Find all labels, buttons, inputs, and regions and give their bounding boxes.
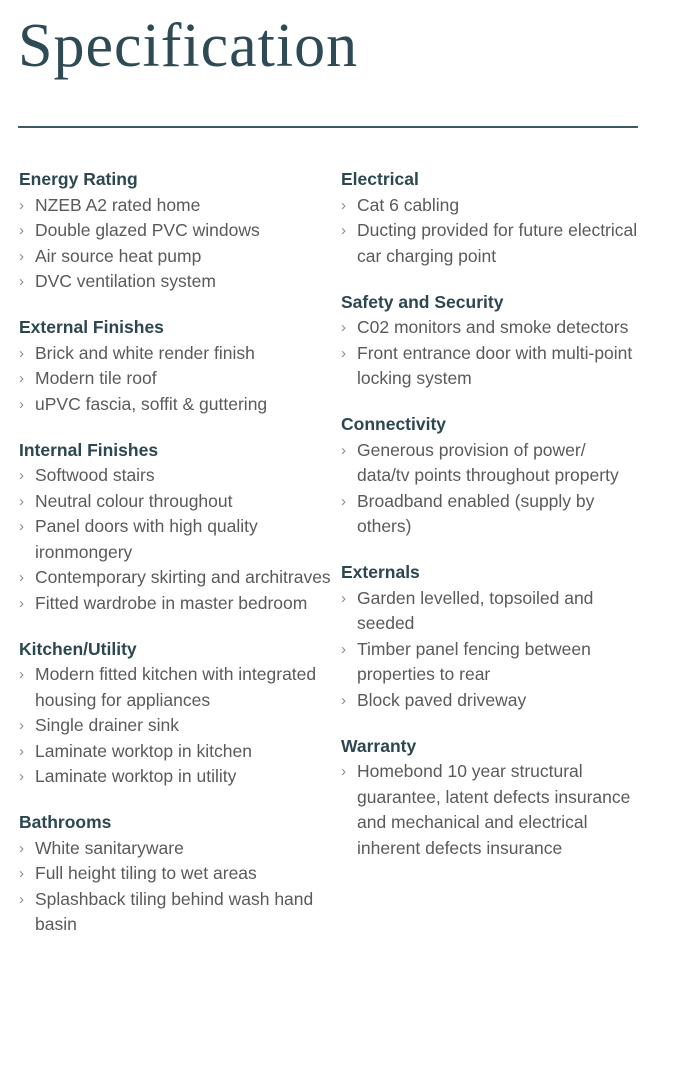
spec-item xyxy=(19,739,334,765)
spec-item-text: Single drainer sink xyxy=(35,715,179,735)
spec-item xyxy=(19,218,334,244)
spec-item xyxy=(19,764,334,790)
section-warranty xyxy=(341,734,641,862)
chevron-right-icon: › xyxy=(19,768,24,785)
spec-item xyxy=(19,489,334,515)
spec-item xyxy=(19,713,334,739)
chevron-right-icon: › xyxy=(19,839,24,857)
spec-list xyxy=(19,341,334,418)
spec-item-text: White sanitaryware xyxy=(35,837,184,858)
chevron-right-icon: › xyxy=(19,395,24,413)
spec-item-text: Air source heat pump xyxy=(35,245,202,266)
spec-item xyxy=(19,366,334,392)
spec-item xyxy=(341,193,641,219)
spec-item-text: Modern fitted kitchen with integrated housing for appliances xyxy=(35,664,317,710)
chevron-right-icon: › xyxy=(341,222,346,239)
section-heading: Energy Rating xyxy=(19,169,138,189)
spec-item-text: Block paved driveway xyxy=(357,689,527,710)
page-title: Specification xyxy=(18,12,359,80)
spec-list xyxy=(341,315,641,392)
chevron-right-icon: › xyxy=(19,196,24,214)
chevron-right-icon: › xyxy=(341,196,346,214)
spec-list xyxy=(19,193,334,295)
spec-item-text: Full height tiling to wet areas xyxy=(35,863,257,883)
section-heading: Warranty xyxy=(341,735,417,756)
spec-item-text: Double glazed PVC windows xyxy=(35,220,260,240)
spec-item-text: Timber panel fencing between properties to rear xyxy=(357,638,591,684)
spec-list xyxy=(19,463,334,616)
chevron-right-icon: › xyxy=(341,319,346,336)
section-safety-and-security xyxy=(341,290,641,392)
spec-item xyxy=(341,218,641,269)
section-electrical xyxy=(341,167,641,269)
spec-item xyxy=(19,193,334,219)
spec-item xyxy=(341,688,641,714)
spec-item xyxy=(341,341,641,392)
chevron-right-icon: › xyxy=(19,467,24,484)
spec-item-text: Laminate worktop in utility xyxy=(35,766,237,786)
chevron-right-icon: › xyxy=(19,742,24,760)
spec-item-text: Laminate worktop in kitchen xyxy=(35,740,252,761)
section-heading: Kitchen/Utility xyxy=(19,638,137,659)
spec-item-text: Splashback tiling behind wash hand basin xyxy=(35,888,314,934)
section-heading: External Finishes xyxy=(19,317,164,337)
spec-item xyxy=(341,315,641,341)
spec-list xyxy=(19,662,334,790)
section-heading: Electrical xyxy=(341,169,419,189)
chevron-right-icon: › xyxy=(19,370,24,387)
chevron-right-icon: › xyxy=(19,247,24,265)
spec-item xyxy=(341,586,641,637)
spec-item xyxy=(341,489,641,540)
spec-item xyxy=(19,861,334,887)
section-kitchen-utility xyxy=(19,637,334,790)
spec-list xyxy=(341,438,641,540)
spec-item xyxy=(19,836,334,862)
section-heading: Safety and Security xyxy=(341,291,504,312)
spec-list xyxy=(341,586,641,714)
spec-item-text: Neutral colour throughout xyxy=(35,490,233,511)
spec-item xyxy=(19,463,334,489)
spec-item xyxy=(19,244,334,270)
chevron-right-icon: › xyxy=(19,666,24,683)
spec-item-text: Broadband enabled (supply by others) xyxy=(357,490,595,536)
spec-list xyxy=(341,193,641,270)
section-heading: Connectivity xyxy=(341,414,447,434)
section-bathrooms xyxy=(19,810,334,938)
spec-list xyxy=(341,759,641,861)
spec-item-text: Cat 6 cabling xyxy=(357,194,460,215)
section-heading: Externals xyxy=(341,562,420,582)
spec-item xyxy=(341,637,641,688)
section-heading: Internal Finishes xyxy=(19,439,159,460)
chevron-right-icon: › xyxy=(19,344,24,362)
spec-item xyxy=(19,565,334,591)
section-energy-rating xyxy=(19,167,334,295)
spec-item-text: Panel doors with high quality ironmongery xyxy=(35,516,258,562)
spec-item xyxy=(19,591,334,617)
spec-item-text: C02 monitors and smoke detectors xyxy=(357,317,629,337)
chevron-right-icon: › xyxy=(341,344,346,362)
chevron-right-icon: › xyxy=(341,691,346,709)
left-column xyxy=(19,167,334,958)
chevron-right-icon: › xyxy=(19,717,24,734)
spec-item xyxy=(341,759,641,861)
spec-item xyxy=(19,514,334,565)
chevron-right-icon: › xyxy=(19,569,24,586)
section-externals xyxy=(341,560,641,713)
chevron-right-icon: › xyxy=(19,518,24,535)
spec-item xyxy=(19,341,334,367)
spec-item xyxy=(341,438,641,489)
spec-item-text: Fitted wardrobe in master bedroom xyxy=(35,592,308,613)
section-connectivity xyxy=(341,412,641,540)
spec-item-text: Homebond 10 year structural guarantee, latent defects insurance and mechanical and electrical inherent defects insurance xyxy=(357,761,631,858)
chevron-right-icon: › xyxy=(341,763,346,780)
chevron-right-icon: › xyxy=(19,492,24,510)
spec-item-text: Front entrance door with multi-point locking system xyxy=(357,342,633,388)
spec-list xyxy=(19,836,334,938)
spec-item xyxy=(19,269,334,295)
title-divider xyxy=(18,126,638,128)
chevron-right-icon: › xyxy=(341,441,346,459)
spec-item-text: DVC ventilation system xyxy=(35,271,216,291)
spec-item-text: Brick and white render finish xyxy=(35,342,255,363)
chevron-right-icon: › xyxy=(341,640,346,658)
right-column xyxy=(341,167,641,882)
section-internal-finishes xyxy=(19,438,334,617)
spec-item-text: Garden levelled, topsoiled and seeded xyxy=(357,587,594,633)
spec-item xyxy=(19,887,334,938)
chevron-right-icon: › xyxy=(19,222,24,239)
spec-item xyxy=(19,662,334,713)
spec-item-text: uPVC fascia, soffit & guttering xyxy=(35,393,268,414)
section-external-finishes xyxy=(19,315,334,417)
spec-item-text: NZEB A2 rated home xyxy=(35,194,201,215)
spec-item xyxy=(19,392,334,418)
chevron-right-icon: › xyxy=(341,589,346,607)
spec-item-text: Modern tile roof xyxy=(35,368,157,388)
chevron-right-icon: › xyxy=(19,273,24,290)
spec-item-text: Softwood stairs xyxy=(35,465,155,485)
section-heading: Bathrooms xyxy=(19,812,112,832)
chevron-right-icon: › xyxy=(19,890,24,908)
spec-item-text: Generous provision of power/ data/tv points throughout property xyxy=(357,439,619,485)
chevron-right-icon: › xyxy=(19,865,24,882)
spec-item-text: Ducting provided for future electrical car charging point xyxy=(357,220,638,266)
spec-item-text: Contemporary skirting and architraves xyxy=(35,567,331,587)
chevron-right-icon: › xyxy=(19,594,24,612)
chevron-right-icon: › xyxy=(341,492,346,510)
